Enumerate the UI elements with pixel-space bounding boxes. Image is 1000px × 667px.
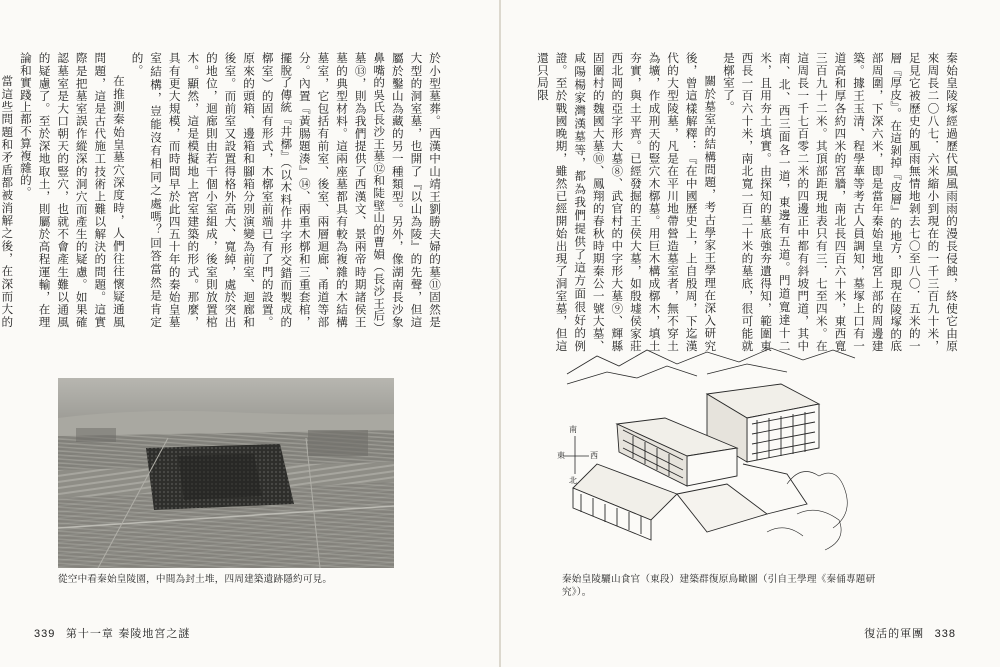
drawing-caption: 秦始皇陵驪山食官（東段）建築群復原鳥瞰圖（引自王學理《秦俑專題研究》）。 <box>562 574 876 598</box>
compass-south-label: 北 <box>569 476 577 485</box>
body-paragraph: 關於墓室的結構問題，考古學家王學理在深入研究後，曾這樣解釋：『在中國歷史上，上自殷周，下迄漢代的大型陵墓，凡是在平川地帶營造墓室者，無不穿土為壙，作成刑天的豎穴木槨墓。用巨木構成槨木，填土夯實，與土平齊。已經發掘的王侯大墓，如殷墟侯家莊西北岡的亞字形大墓⑧、武官村的中字形大墓⑨、輝縣固圍村的魏國大墓⑩、鳳翔的春秋時期秦公一號大墓、咸陽楊家灣漢墓等，都為我們提供了這方面很好的例證。至於戰國晚期，雖然已經開始出現了洞室墓，但這還只局限 <box>535 52 718 352</box>
left-page-body-text <box>0 52 444 328</box>
compass-east-label: 東 <box>557 451 565 460</box>
right-folio <box>864 625 962 641</box>
page-number: 338 <box>934 628 956 640</box>
photo-caption: 從空中看秦始皇陵園，中間為封土堆，四周建築遺跡隱約可見。 <box>58 574 333 585</box>
right-page-body-text <box>535 52 961 352</box>
chapter-title: 秦陵地宮之謎 <box>118 627 191 640</box>
chapter-label: 第十一章 <box>65 627 114 640</box>
compass-west-label: 西 <box>590 451 598 460</box>
compass-north-label: 南 <box>569 425 577 434</box>
left-folio <box>28 625 190 641</box>
left-page <box>0 0 499 667</box>
book-title: 復活的軍團 <box>864 627 925 640</box>
aerial-photo-qin-mausoleum <box>58 378 394 568</box>
page-number: 339 <box>34 628 56 640</box>
body-paragraph: 當這些問題和矛盾都被消解之後，在深而大的 <box>0 75 15 328</box>
aerial-photo-illustration <box>58 378 394 568</box>
body-paragraph: 於小型墓葬。西漢中山靖王劉勝夫婦的墓⑪固然是大型的洞室墓，也開了『以山為陵』的先聲，但這屬於鑿山為藏的另一種類型。另外，像湖南長沙象鼻嘴的吳氏長沙王墓⑫和陡壁山的曹㜏（長沙王后）墓⑬，則為我們提供了西漢文、景兩帝時期諸侯王墓的典型材料。這兩座墓都具有較為複雜的木結構墓室，它包括有前室、後室、兩層迴廊、甬道等部分。內置『黃腸題湊』⑭、兩重木槨和三重套棺，擺脫了傳統『井槨』（以木料作井字形交錯而製成的槨室）的固有形式，木槨室前端已有了門的設置。原來的頭箱、邊箱和腳箱分別演變為前室、迴廊和後室。而前室又設置得格外高大、寬綽，處於突出的地位，迴廊則由若干個小室組成，後室則放置棺木。顯然，這是模擬地上宮室建築的形式。那麼，具有更大規模，而時間早於此四五十年的秦始皇墓室結構，豈能沒有相同之處嗎？回答當然是肯定的。 <box>130 52 442 328</box>
building-complex-illustration <box>557 344 857 570</box>
reconstruction-drawing <box>557 344 857 570</box>
body-paragraph: 在推測秦始皇墓穴深度時，人們往往懷疑通風問題，這是古代施工技術上難以解決的問題。這實際是把墓室誤作縱深的洞穴而產生的疑慮。如果確認墓室是大口朝天的豎穴，也就不會產生難以通風的疑慮了。至於深地取土，則屬於高程運輸，在理論和實踐上都不算複雜的。 <box>18 52 126 328</box>
body-paragraph: 秦始皇陵塚經過歷代風風雨雨的漫長侵蝕，終使它由原來周長二〇八七．六米縮小到現在的一千三百九十米，足見它被歷史的風雨無情地剝去七〇至八〇．五米的一層『厚皮』。在這剝掉『皮層』的地方，即現在陵塚的底部周圍，下深六米，即是當年秦始皇地宮上部的周邊建築。據王玉清、程學華等考古人員調知，墓塚上口有一道高和厚各約四米的宮牆，南北長四百六十米，東西寬三百九十二米。其頂部距現地表只有三．七至四米。在這周長一千七百零二米的四邊正中都有斜坡門道，其中南、北、西三面各一道，東邊有五道。門道寬達十二米，且用夯土填實。由探知的墓底強夯遺得知，範圍東西長一百六十米，南北寬一百二十米的墓底，很可能就是槨室了。 <box>721 52 959 352</box>
compass-rose <box>563 436 589 474</box>
right-page <box>501 0 1000 667</box>
